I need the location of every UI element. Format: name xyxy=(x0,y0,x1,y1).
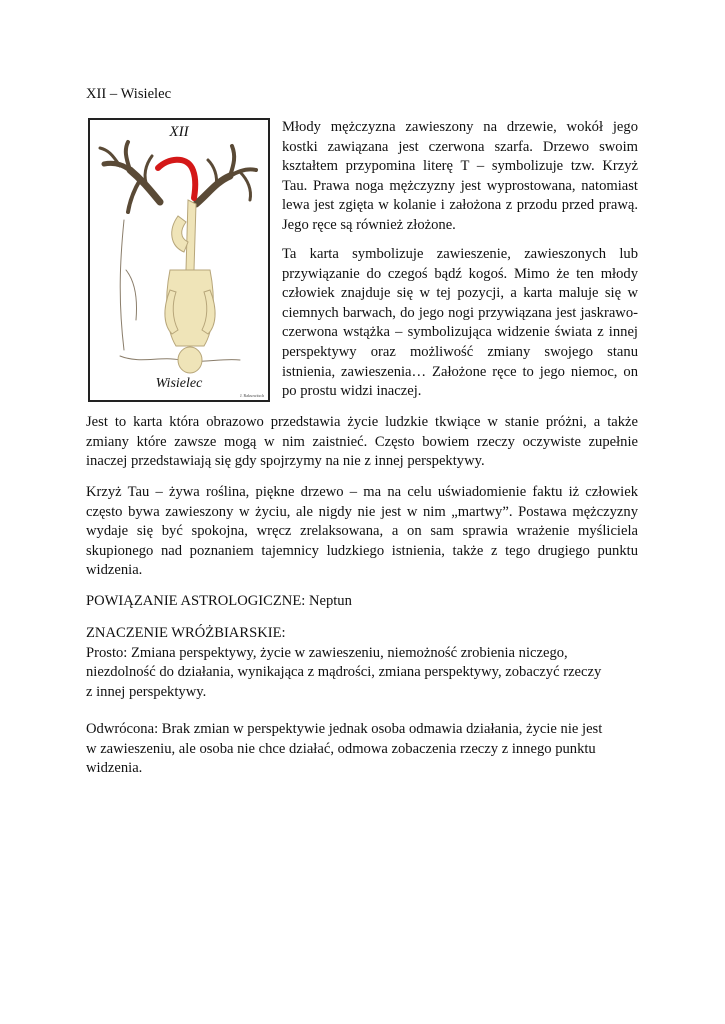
card-name: Wisielec xyxy=(155,376,203,391)
meaning-section xyxy=(86,624,638,702)
paragraph-symbolism xyxy=(282,245,638,402)
card-number: XII xyxy=(169,124,189,140)
paragraph-description xyxy=(282,118,638,236)
reversed-line: Odwrócona: Brak zmian w perspektywie jednak osoba odmawia działania, życie nie jest xyxy=(86,721,603,737)
paragraph-text: Jest to karta która obrazowo przedstawia życie ludzkie tkwiące w stanie próżni, a także zmiany które zawsze mogą w nim zaistnieć. Często bowiem rzeczy oczywiste zupełnie inaczej przedstawiają się gdy spojrzymy na nie z innej perspektywy. xyxy=(86,414,638,470)
paragraph-tau-cross xyxy=(86,483,638,581)
paragraph-text: Młody mężczyzna zawieszony na drzewie, wokół jego kostki zawiązana jest czerwona szarfa. Drzewo swoim kształtem przypomina literę T – symbolizuje tzw. Krzyż Tau. Prawa noga mężczyzny jest wyprostowana, natomiast lewa jest zgięta w kolanie i założona z przodu przed prawą. Jego ręce są również złożone. xyxy=(282,119,638,233)
paragraph-life xyxy=(86,413,638,472)
reversed-section xyxy=(86,720,638,779)
reversed-line: w zawieszeniu, ale osoba nie chce działać, odmowa zobaczenia rzeczy z innego punktu xyxy=(86,740,596,757)
section-title: XII – Wisielec xyxy=(86,86,172,102)
upright-line: Prosto: Zmiana perspektywy, życie w zawieszeniu, niemożność zrobienia niczego, xyxy=(86,644,568,661)
paragraph-text: Krzyż Tau – żywa roślina, piękne drzewo – ma na celu uświadomienie faktu iż człowiek często bywa zawieszony w życiu, ale nigdy nie jest w nim „martwy”. Postawa mężczyzny wydaje się być spokojna, wręcz zrelaksowana, a on sam sprawia wrażenie myśliciela skupionego nad poznaniem tajemnicy ludzkiego istnienia, także z tego drugiego punktu widzenia. xyxy=(86,484,638,579)
upright-line: niezdolność do działania, wynikająca z mądrości, zmiana perspektywy, zobaczyć rzeczy xyxy=(86,664,602,681)
meaning-heading: ZNACZENIE WRÓŻBIARSKIE: xyxy=(86,625,286,641)
red-ribbon-drawing xyxy=(158,160,195,198)
hanged-man-illustration xyxy=(90,120,268,400)
card-artist-signature: J. Raksowitsch xyxy=(240,393,264,398)
upright-line: z innej perspektywy. xyxy=(86,683,207,700)
reversed-line: widzenia. xyxy=(86,760,143,777)
paragraph-text: Ta karta symbolizuje zawieszenie, zawieszonych lub przywiązanie do czegoś bądź kogoś. Mimo że ten młody człowiek znajduje się w tej pozycji, a karta maluje się w ciemnych barwach, do jego nogi przywiązana jest jaskrawo-czerwona wstążka – symbolizująca widzenie świata z innej perspektywy oraz możliwość zmiany swojego stanu istnienia, zawieszenia… Założone ręce to jego niemoc, on po prostu widzi inaczej. xyxy=(282,246,638,400)
figure-drawing xyxy=(165,200,215,373)
astrology-line: POWIĄZANIE ASTROLOGICZNE: Neptun xyxy=(86,593,352,609)
tarot-card-image xyxy=(88,118,270,402)
